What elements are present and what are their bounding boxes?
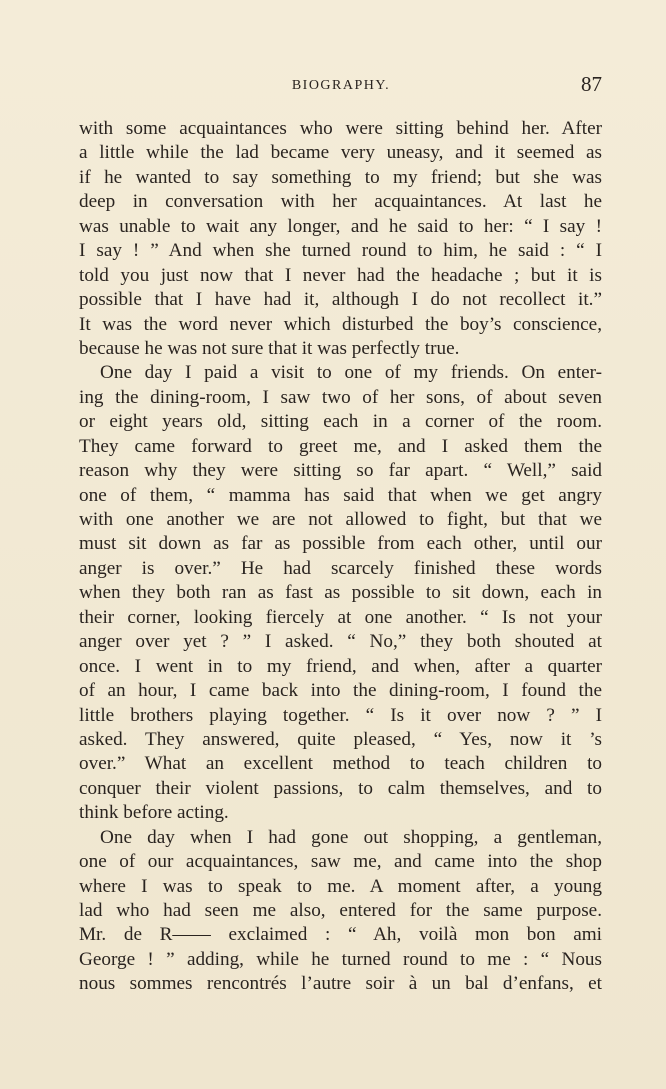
text-line: One day I paid a visit to one of my friends. On enter- (100, 362, 602, 384)
text-line: of an hour, I came back into the dining-room, I found the (79, 680, 602, 702)
text-line: must sit down as far as possible from each other, until our (79, 533, 602, 555)
text-line: reason why they were sitting so far apart. “ Well,” said (79, 460, 602, 482)
text-line: think before acting. (79, 802, 229, 824)
page-number: 87 (581, 72, 602, 96)
text-line: was unable to wait any longer, and he said to her: “ I say ! (79, 215, 602, 237)
text-line: conquer their violent passions, to calm themselves, and to (79, 777, 602, 799)
paragraph (79, 361, 602, 825)
text-line: They came forward to greet me, and I asked them the (79, 435, 602, 457)
text-line: little brothers playing together. “ Is it over now ? ” I (79, 704, 602, 726)
text-line: with one another we are not allowed to fight, but that we (79, 509, 602, 530)
text-line: It was the word never which disturbed the boy’s conscience, (79, 313, 602, 335)
paragraph (79, 117, 602, 361)
text-line: if he wanted to say something to my friend; but she was (79, 166, 602, 188)
text-line: when they both ran as fast as possible to sit down, each in (79, 582, 602, 604)
text-line: George ! ” adding, while he turned round to me : “ Nous (79, 948, 602, 970)
text-line: a little while the lad became very uneasy, and it seemed as (79, 142, 602, 164)
text-line: where I was to speak to me. A moment after, a young (79, 875, 602, 897)
running-head: BIOGRAPHY. (291, 78, 391, 93)
text-line: or eight years old, sitting each in a corner of the room. (79, 411, 602, 433)
text-line: Mr. de R—— exclaimed : “ Ah, voilà mon bon ami (79, 924, 602, 946)
text-line: I say ! ” And when she turned round to him, he said : “ I (79, 240, 602, 262)
text-line: nous sommes rencontrés l’autre soir à un bal d’enfans, et (79, 973, 602, 995)
text-line: told you just now that I never had the headache ; but it is (79, 264, 602, 286)
text-line: their corner, looking fiercely at one another. “ Is not your (79, 606, 602, 628)
text-line: one of them, “ mamma has said that when we get angry (79, 484, 602, 506)
text-line: one of our acquaintances, saw me, and came into the shop (79, 851, 602, 873)
text-line: asked. They answered, quite pleased, “ Yes, now it ’s (79, 728, 602, 750)
paragraph (79, 826, 602, 997)
text-line: with some acquaintances who were sitting behind her. After (79, 118, 602, 139)
text-line: over.” What an excellent method to teach children to (79, 753, 602, 775)
text-line: lad who had seen me also, entered for the same purpose. (79, 900, 602, 921)
text-line: possible that I have had it, although I do not recollect it.” (79, 289, 602, 311)
text-line: deep in conversation with her acquaintances. At last he (79, 191, 602, 213)
page-header (80, 72, 602, 102)
text-line: ing the dining-room, I saw two of her sons, of about seven (79, 386, 602, 408)
text-line: anger over yet ? ” I asked. “ No,” they both shouted at (79, 631, 602, 653)
body-text (79, 117, 602, 997)
text-line: One day when I had gone out shopping, a gentleman, (100, 826, 602, 848)
text-line: anger is over.” He had scarcely finished these words (79, 557, 602, 579)
text-line: because he was not sure that it was perfectly true. (79, 337, 460, 359)
text-line: once. I went in to my friend, and when, after a quarter (79, 655, 602, 677)
